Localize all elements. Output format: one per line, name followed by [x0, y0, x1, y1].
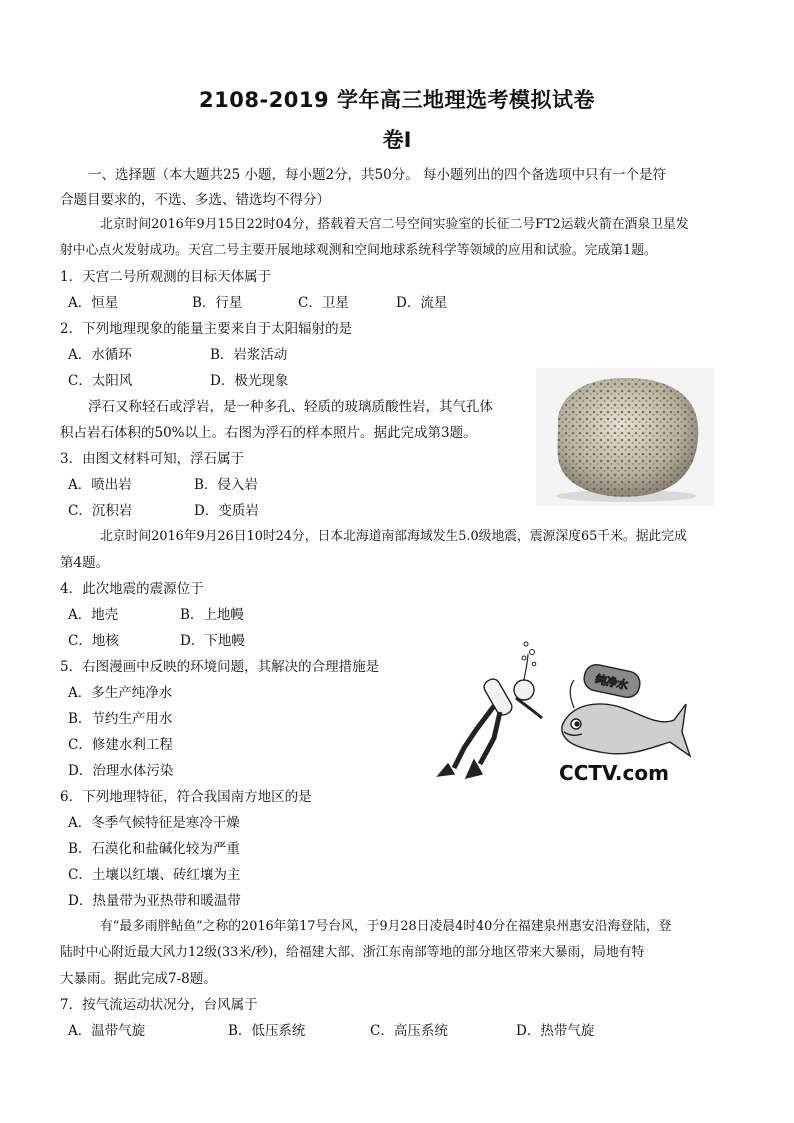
question-6-option-c[interactable]: C．土壤以红壤、砖红壤为主: [68, 867, 241, 883]
question-5-option-d[interactable]: D．治理水体污染: [68, 763, 174, 779]
question-6-option-a[interactable]: A．冬季气候特征是寒冷干燥: [68, 815, 240, 831]
pumice-image: [536, 368, 714, 506]
question-4-option-a[interactable]: A．地壳: [68, 607, 119, 623]
passage-1-line1: 北京时间2016年9月15日22时04分，搭载着天宫二号空间实验室的长征二号FT2运载火箭在酒泉卫星发: [100, 217, 689, 232]
question-5-option-b[interactable]: B．节约生产用水: [68, 711, 173, 727]
passage-4-line3: 大暴雨。据此完成7-8题。: [60, 971, 217, 987]
question-6-option-d[interactable]: D．热量带为亚热带和暖温带: [68, 893, 241, 909]
question-1-option-d[interactable]: D．流星: [396, 295, 448, 311]
question-5-option-c[interactable]: C．修建水利工程: [68, 737, 173, 753]
question-1-option-b[interactable]: B．行星: [192, 295, 243, 311]
passage-4-line2: 陆时中心附近最大风力12级(33米/秒)，给福建大部、浙江东南部等地的部分地区带来大暴雨，局地有特: [60, 945, 645, 960]
question-4-option-d[interactable]: D．下地幔: [180, 633, 245, 649]
question-1-stem: 1．天宫二号所观测的目标天体属于: [60, 269, 272, 285]
question-4-option-c[interactable]: C．地核: [68, 633, 119, 649]
question-2-option-c[interactable]: C．太阳风: [68, 373, 133, 389]
passage-3-line2: 第4题。: [60, 555, 110, 571]
page-subtitle: 卷Ⅰ: [382, 128, 412, 152]
passage-1-line2: 射中心点火发射成功。天宫二号主要开展地球观测和空间地球系统科学等领域的应用和试验。完成第1题。: [60, 243, 657, 258]
question-2-option-d[interactable]: D．极光现象: [210, 373, 289, 389]
question-7-option-d[interactable]: D．热带气旋: [516, 1023, 595, 1039]
question-5-stem: 5．右图漫画中反映的环境问题，其解决的合理措施是: [60, 659, 380, 675]
question-2-option-a[interactable]: A．水循环: [68, 347, 132, 363]
pollution-cartoon-image: [424, 638, 694, 786]
passage-2-line1: 浮石又称轻石或浮岩，是一种多孔、轻质的玻璃质酸性岩，其气孔体: [88, 399, 493, 415]
question-3-stem: 3．由图文材料可知，浮石属于: [60, 451, 245, 467]
question-1-option-c[interactable]: C．卫星: [298, 295, 349, 311]
cctv-logo: CCTV.com: [559, 761, 669, 785]
question-3-option-a[interactable]: A．喷出岩: [68, 477, 132, 493]
question-7-stem: 7．按气流运动状况分，台风属于: [60, 997, 258, 1013]
question-1-option-a[interactable]: A．恒星: [68, 295, 119, 311]
question-4-stem: 4．此次地震的震源位于: [60, 581, 204, 597]
svg-text:纯净水: 纯净水: [594, 672, 630, 693]
question-3-option-c[interactable]: C．沉积岩: [68, 503, 133, 519]
question-2-stem: 2．下列地理现象的能量主要来自于太阳辐射的是: [60, 321, 353, 337]
question-3-option-d[interactable]: D．变质岩: [194, 503, 259, 519]
page-title: 2108-2019 学年高三地理选考模拟试卷: [199, 88, 595, 112]
passage-4-line1: 有“最多雨胖鲇鱼”之称的2016年第17号台风，于9月28日凌晨4时40分在福建泉州惠安沿海登陆，登: [100, 919, 672, 934]
section-instructions-line2: 合题目要求的，不选、多选、错选均不得分）: [60, 192, 330, 208]
question-7-option-c[interactable]: C．高压系统: [370, 1023, 448, 1039]
question-7-option-b[interactable]: B．低压系统: [228, 1023, 306, 1039]
question-2-option-b[interactable]: B．岩浆活动: [210, 347, 288, 363]
section-instructions-line1: 一、选择题（本大题共25 小题，每小题2分，共50分。 每小题列出的四个备选项中只有一个是符: [88, 167, 667, 183]
question-6-option-b[interactable]: B．石漠化和盐碱化较为严重: [68, 841, 240, 857]
question-3-option-b[interactable]: B．侵入岩: [194, 477, 258, 493]
question-4-option-b[interactable]: B．上地幔: [180, 607, 244, 623]
question-5-option-a[interactable]: A．多生产纯净水: [68, 685, 173, 701]
question-6-stem: 6．下列地理特征，符合我国南方地区的是: [60, 789, 312, 805]
question-7-option-a[interactable]: A．温带气旋: [68, 1023, 146, 1039]
passage-2-line2: 积占岩石体积的50%以上。右图为浮石的样本照片。据此完成第3题。: [60, 425, 477, 441]
passage-3-line1: 北京时间2016年9月26日10时24分，日本北海道南部海域发生5.0级地震，震源深度65千米。据此完成: [100, 529, 687, 544]
